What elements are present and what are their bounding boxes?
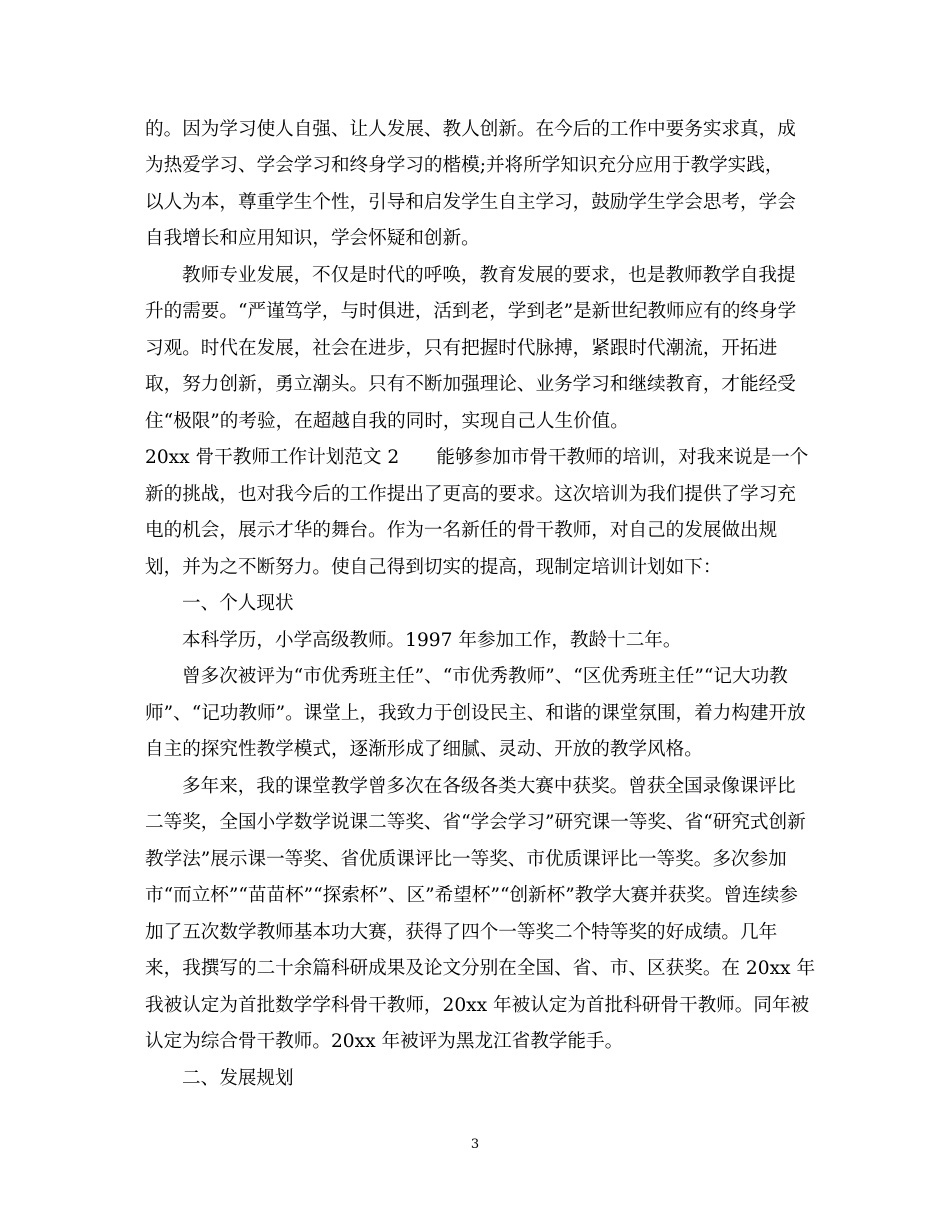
text-line: 住“极限”的考验，在超越自我的同时，实现自己人生价值。 bbox=[145, 411, 629, 432]
paragraph-start-line: 本科学历，小学高级教师。1997 年参加工作，教龄十二年。 bbox=[182, 630, 682, 651]
text-line: 师”、“记功教师”。课堂上，我致力于创设民主、和谐的课堂氛围，着力构建开放 bbox=[145, 703, 806, 724]
heading-development-plan: 二、发展规划 bbox=[182, 1068, 294, 1089]
text-line: 习观。时代在发展，社会在进步，只有把握时代脉搏，紧跟时代潮流，开拓进 bbox=[145, 338, 778, 359]
text-line: 教学法”展示课一等奖、省优质课评比一等奖、市优质课评比一等奖。多次参加 bbox=[145, 849, 787, 870]
text-line: 自我增长和应用知识，学会怀疑和创新。 bbox=[145, 228, 480, 249]
heading-personal-status: 一、个人现状 bbox=[182, 593, 294, 614]
text-line: 为热爱学习、学会学习和终身学习的楷模;并将所学知识充分应用于教学实践， bbox=[145, 155, 784, 176]
paragraph-start-line: 教师专业发展，不仅是时代的呼唤，教育发展的要求，也是教师教学自我提 bbox=[182, 265, 796, 286]
text-line: 升的需要。“严谨笃学，与时俱进，活到老，学到老”是新世纪教师应有的终身学 bbox=[145, 301, 797, 322]
text-line: 电的机会，展示才华的舞台。作为一名新任的骨干教师，对自己的发展做出规 bbox=[145, 520, 778, 541]
paragraph-start-line: 曾多次被评为“市优秀班主任”、“市优秀教师”、“区优秀班主任”“记大功教 bbox=[182, 666, 788, 687]
text-line: 的。因为学习使人自强、让人发展、教人创新。在今后的工作中要务实求真，成 bbox=[145, 119, 796, 140]
text-line: 自主的探究性教学模式，逐渐形成了细腻、灵动、开放的教学风格。 bbox=[145, 739, 703, 760]
section-title-line: 20xx 骨干教师工作计划范文 2 能够参加市骨干教师的培训，对我来说是一个 bbox=[145, 447, 809, 468]
text-line: 来，我撰写的二十余篇科研成果及论文分别在全国、省、市、区获奖。在 20xx 年 bbox=[145, 958, 816, 979]
text-line: 新的挑战，也对我今后的工作提出了更高的要求。这次培训为我们提供了学习充 bbox=[145, 484, 796, 505]
text-line: 认定为综合骨干教师。20xx 年被评为黑龙江省教学能手。 bbox=[145, 1031, 624, 1052]
text-line: 市“而立杯”“苗苗杯”“探索杯”、区”希望杯”“创新杯”教学大赛并获奖。曾连续参 bbox=[145, 885, 798, 906]
paragraph-start-line: 多年来，我的课堂教学曾多次在各级各类大赛中获奖。曾获全国录像课评比 bbox=[182, 776, 796, 797]
text-line: 划，并为之不断努力。使自己得到切实的提高，现制定培训计划如下： bbox=[145, 557, 722, 578]
page-number: 3 bbox=[470, 1137, 480, 1152]
text-line: 加了五次数学教师基本功大赛，获得了四个一等奖二个特等奖的好成绩。几年 bbox=[145, 922, 778, 943]
text-line: 取，努力创新，勇立潮头。只有不断加强理论、业务学习和继续教育，才能经受 bbox=[145, 374, 796, 395]
text-line: 二等奖，全国小学数学说课二等奖、省“学会学习”研究课一等奖、省“研究式创新 bbox=[145, 812, 806, 833]
text-line: 以人为本，尊重学生个性，引导和启发学生自主学习，鼓励学生学会思考，学会 bbox=[145, 192, 796, 213]
text-line: 我被认定为首批数学学科骨干教师，20xx 年被认定为首批科研骨干教师。同年被 bbox=[145, 995, 810, 1016]
